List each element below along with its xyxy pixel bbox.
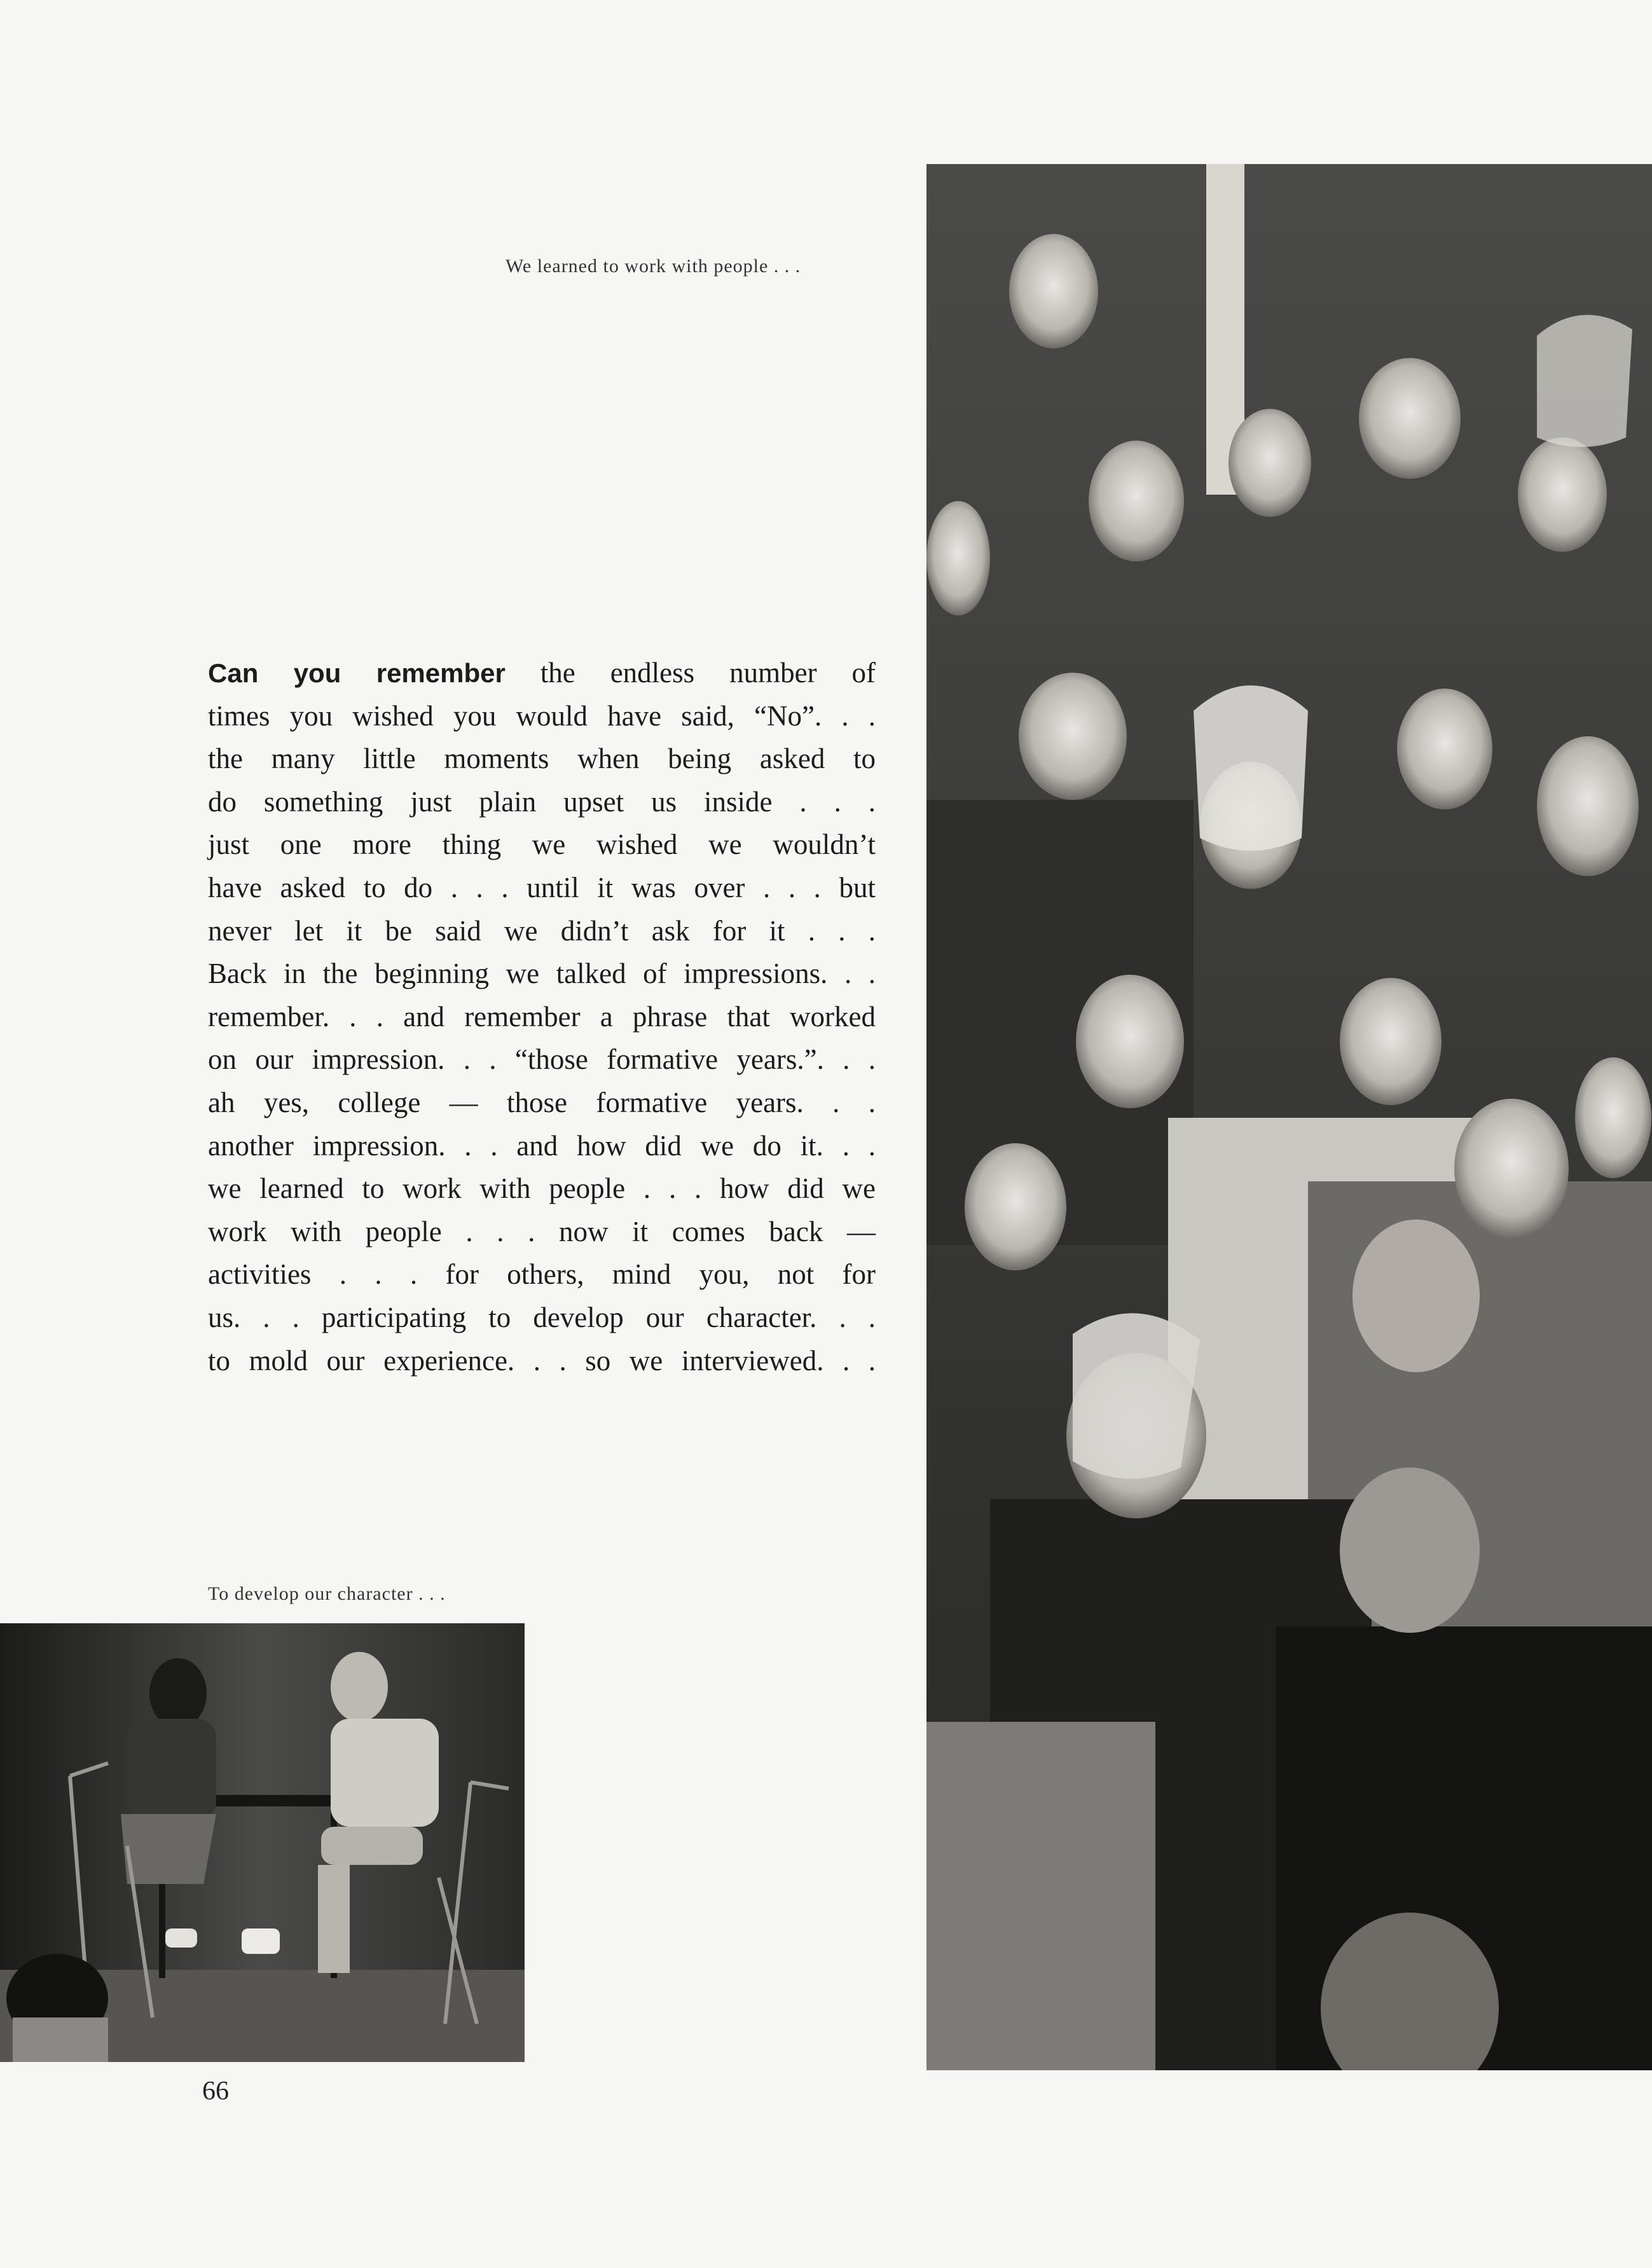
body-line: have asked to do . . . until it was over . . . but	[208, 871, 876, 904]
body-line: another impression. . . and how did we do it. . .	[208, 1129, 876, 1162]
body-line: work with people . . . now it comes back —	[208, 1215, 876, 1247]
body-line: just one more thing we wished we wouldn’t	[208, 828, 876, 861]
body-line: us. . . participating to develop our character. . .	[208, 1301, 876, 1333]
lead-phrase: Can you remember	[208, 658, 506, 688]
body-paragraph	[208, 652, 876, 1382]
body-line-1: Can you remember the endless number of	[208, 657, 876, 689]
body-line: to mold our experience. . . so we interviewed. . .	[208, 1344, 876, 1377]
page-number: 66	[202, 2077, 229, 2106]
body-line: remember. . . and remember a phrase that worked	[208, 1000, 876, 1033]
body-line: times you wished you would have said, “No”. . .	[208, 699, 876, 732]
body-line: we learned to work with people . . . how did we	[208, 1172, 876, 1205]
stage-photograph	[0, 1623, 525, 2062]
body-line: ah yes, college — those formative years. . .	[208, 1086, 876, 1118]
crowd-photograph	[926, 164, 1652, 2070]
body-line: the many little moments when being asked to	[208, 743, 876, 775]
body-line: on our impression. . . “those formative years.”. . .	[208, 1043, 876, 1076]
body-line: do something just plain upset us inside . . .	[208, 785, 876, 818]
body-line: never let it be said we didn’t ask for it . . .	[208, 914, 876, 947]
caption-crowd-photo: We learned to work with people . . .	[506, 256, 801, 277]
body-line: activities . . . for others, mind you, not for	[208, 1258, 876, 1291]
caption-stage-photo: To develop our character . . .	[208, 1583, 446, 1604]
body-line: Back in the beginning we talked of impressions. . .	[208, 958, 876, 990]
